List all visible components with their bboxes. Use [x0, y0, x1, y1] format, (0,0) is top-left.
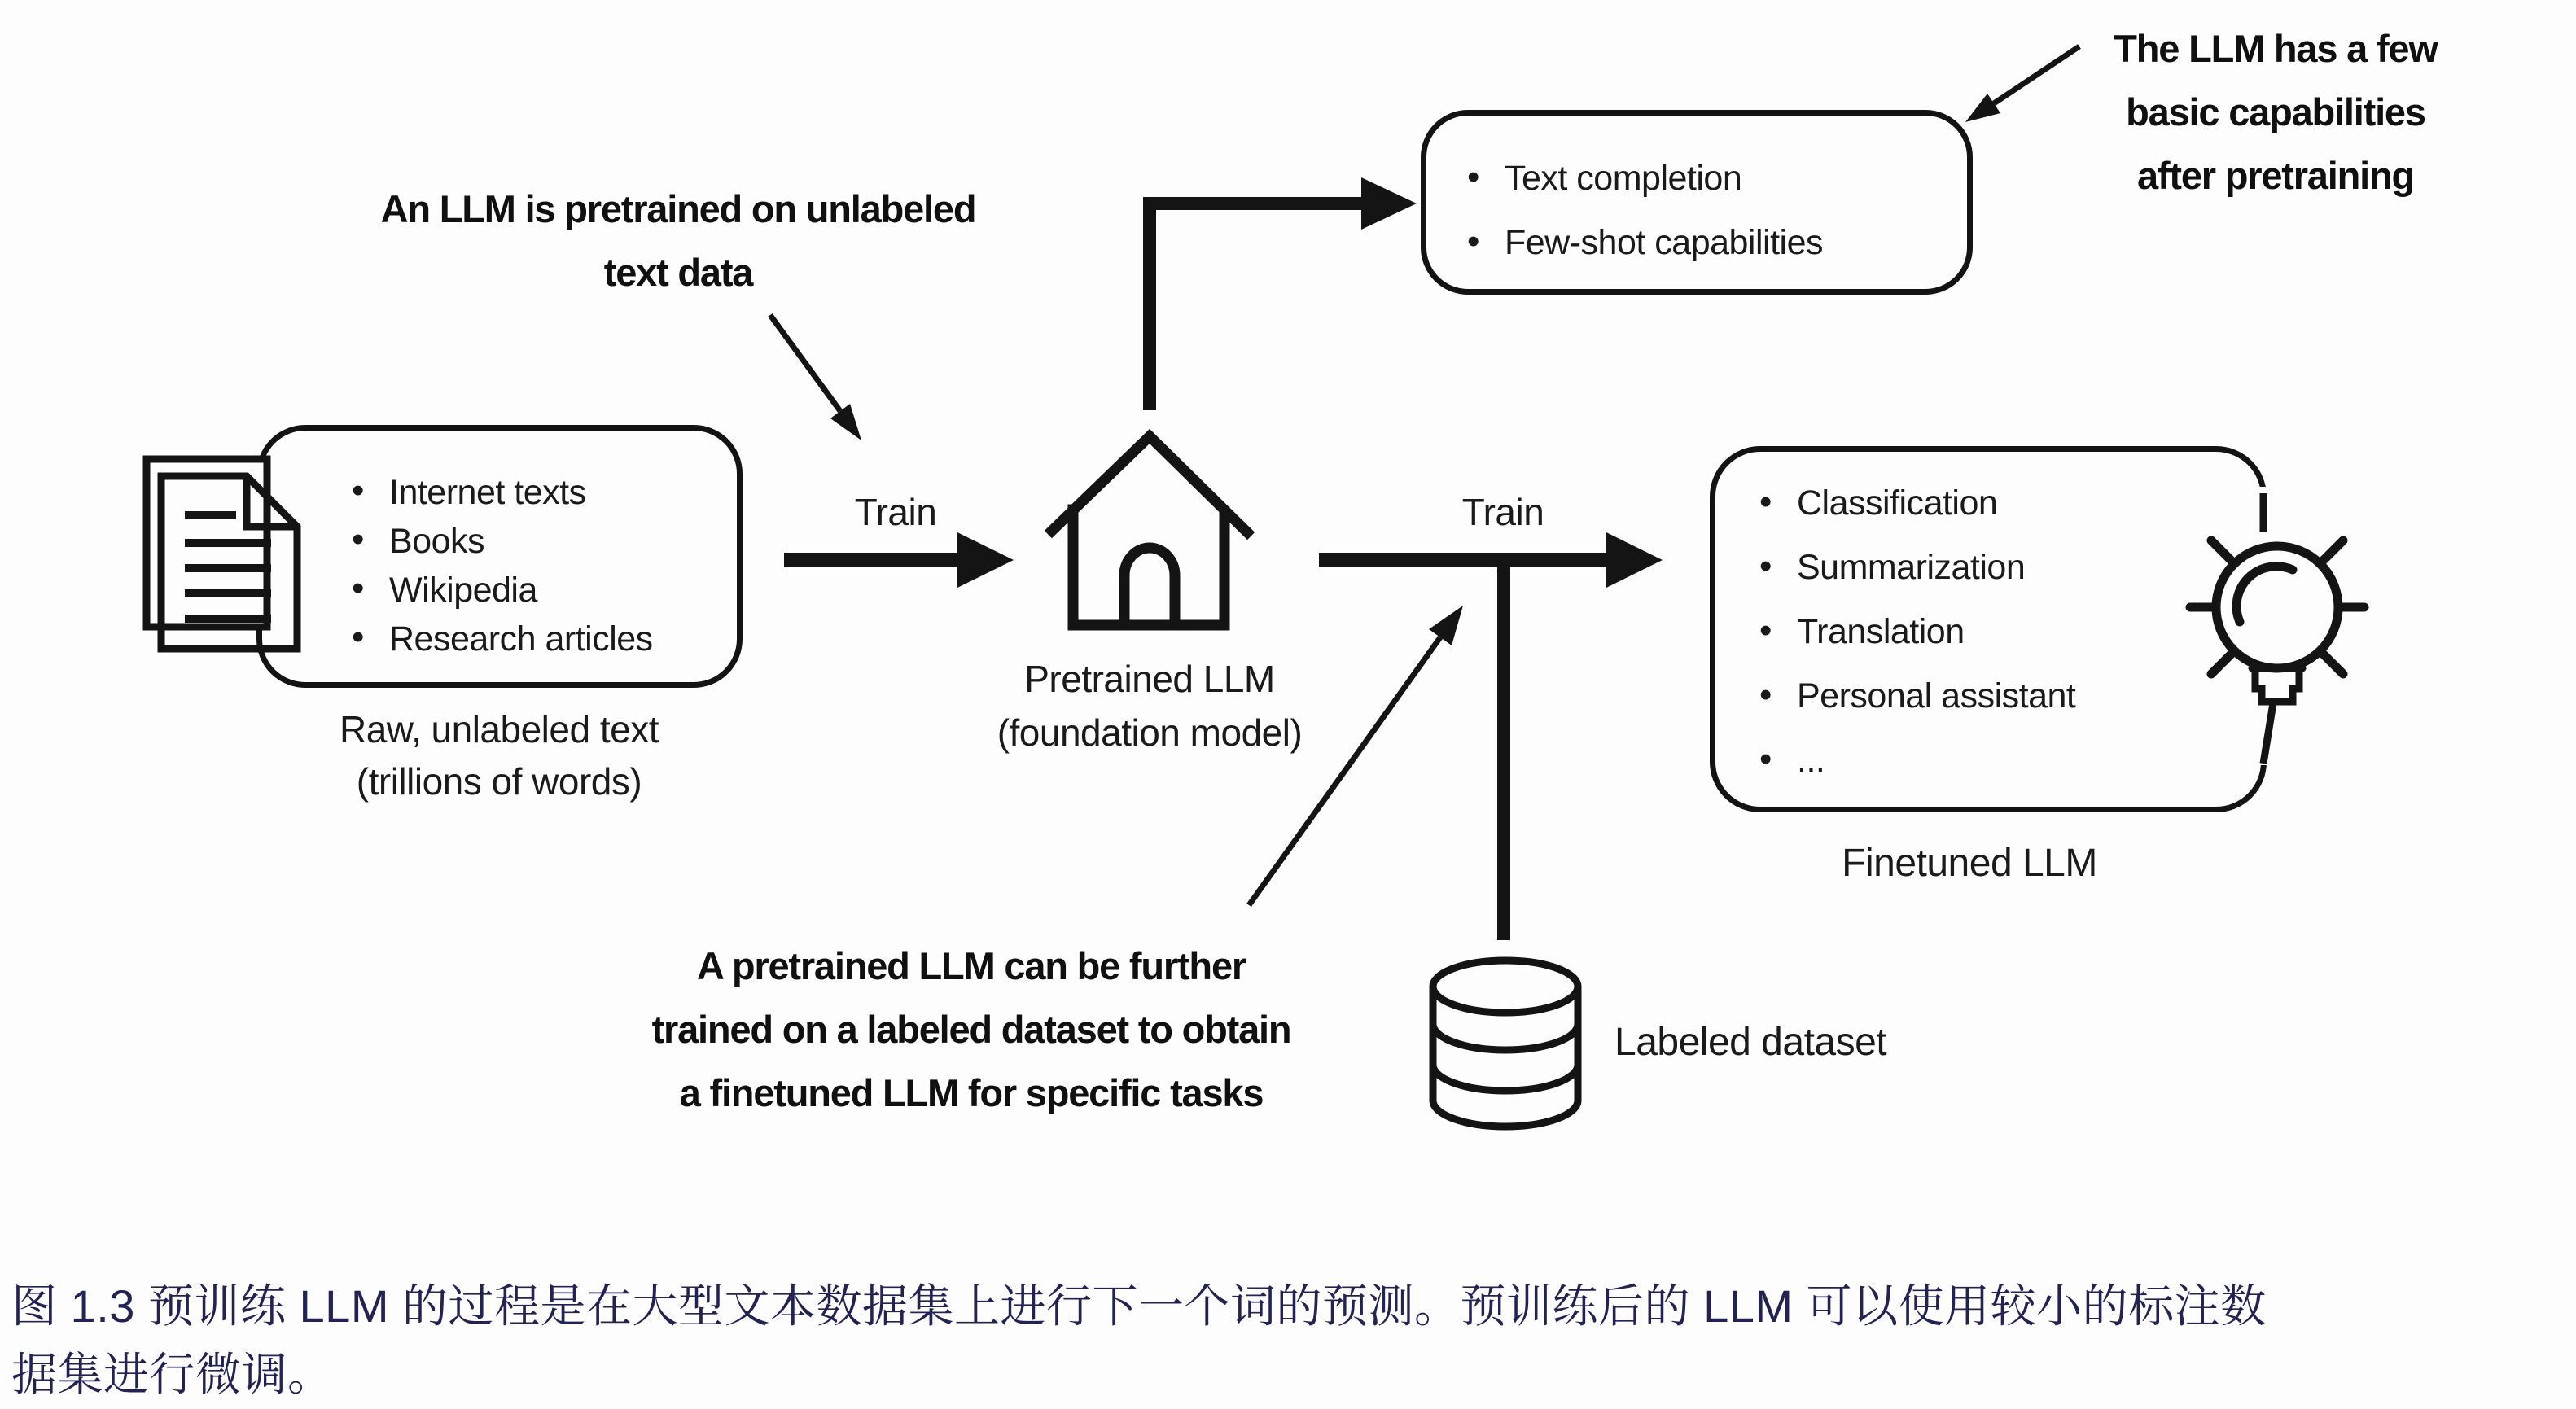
figure-caption: [11, 1272, 2560, 1409]
pretrain-note-arrow: [770, 315, 861, 440]
pretrained-llm-label-line: Pretrained LLM: [1024, 658, 1275, 700]
pretrain-output-connector: [1143, 177, 1417, 410]
capabilities-note: [2072, 17, 2479, 208]
train-arrow-1: [784, 532, 1014, 588]
pretrain-note-line: An LLM is pretrained on unlabeled: [380, 187, 976, 230]
labeled-dataset-label: Labeled dataset: [1614, 1021, 1887, 1064]
list-item: • Research articles: [352, 615, 737, 663]
finetune-note-line: trained on a labeled dataset to obtain: [651, 1008, 1291, 1051]
finetune-note-line: a finetuned LLM for specific tasks: [679, 1071, 1264, 1114]
list-item: • ...: [1759, 729, 2261, 793]
capabilities-note-line: after pretraining: [2137, 154, 2414, 197]
raw-text-label-line: (trillions of words): [356, 760, 642, 803]
list-item: • Summarization: [1759, 536, 2261, 600]
train-label-2: Train: [1461, 491, 1544, 533]
list-item: • Wikipedia: [352, 566, 737, 615]
list-item: • Translation: [1759, 600, 2261, 664]
pretrain-note: [312, 177, 1045, 304]
figure-caption-line: 据集进行微调。: [11, 1349, 334, 1400]
capabilities-note-arrow: [1965, 46, 2079, 122]
pretrain-note-line: text data: [603, 251, 753, 294]
pretrained-llm-label-line: (foundation model): [997, 711, 1303, 754]
train-label-1: Train: [854, 491, 937, 533]
finetune-note-line: A pretrained LLM can be further: [697, 944, 1246, 987]
capabilities-note-line: The LLM has a few: [2114, 27, 2438, 70]
train-arrow-2: [1319, 532, 1663, 588]
document-stack-icon: [147, 459, 297, 649]
list-item: • Classification: [1759, 471, 2261, 536]
finetune-note: [602, 934, 1340, 1125]
list-item: • Text completion: [1467, 147, 1967, 211]
figure-caption-line: 图 1.3 预训练 LLM 的过程是在大型文本数据集上进行下一个词的预测。预训练后的 LLM 可以使用较小的标注数: [11, 1280, 2267, 1332]
house-icon: [1052, 436, 1247, 625]
list-item: • Personal assistant: [1759, 664, 2261, 729]
raw-text-label: [255, 703, 743, 807]
finetuned-llm-label: Finetuned LLM: [1842, 842, 2097, 885]
raw-text-label-line: Raw, unlabeled text: [340, 708, 659, 750]
pretrained-llm-label: [946, 652, 1353, 759]
capabilities-note-line: basic capabilities: [2126, 90, 2425, 133]
list-item: • Internet texts: [352, 468, 737, 517]
list-item: • Few-shot capabilities: [1467, 211, 1967, 275]
database-icon: [1433, 960, 1578, 1127]
list-item: • Books: [352, 517, 737, 566]
